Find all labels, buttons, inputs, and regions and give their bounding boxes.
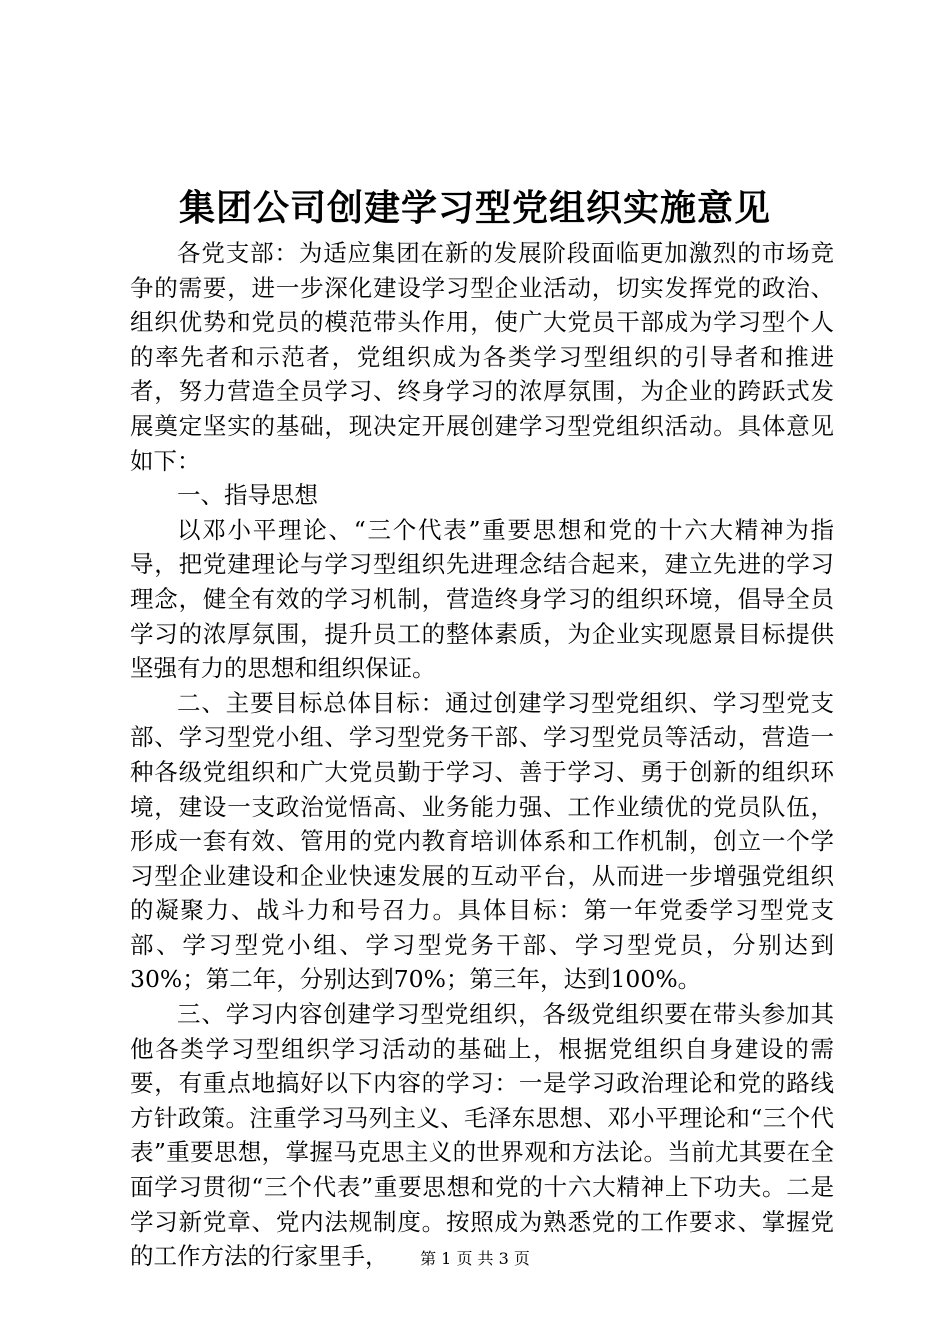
- paragraph-study-content: 三、学习内容创建学习型党组织，各级党组织要在带头参加其他各类学习型组织学习活动的基础上，根据党组织自身建设的需要，有重点地搞好以下内容的学习：一是学习政治理论和党的路线方针政策。注重学习马列主义、毛泽东思想、邓小平理论和“三个代表”重要思想，掌握马克思主义的世界观和方法论。当前尤其要在全面学习贯彻“三个代表”重要思想和党的十六大精神上下功夫。二是学习新党章、党内法规制度。按照成为熟悉党的工作要求、掌握党的工作方法的行家里手，: [130, 1000, 834, 1271]
- page-number-footer: 第 1 页 共 3 页: [420, 1249, 530, 1268]
- paragraph-intro: 各党支部：为适应集团在新的发展阶段面临更加激烈的市场竞争的需要，进一步深化建设学习型企业活动，切实发挥党的政治、组织优势和党员的模范带头作用，使广大党员干部成为学习型个人的率先者和示范者，党组织成为各类学习型组织的引导者和推进者，努力营造全员学习、终身学习的浓厚氛围，为企业的跨跃式发展奠定坚实的基础，现决定开展创建学习型党组织活动。具体意见如下：: [130, 239, 834, 475]
- section-heading-guiding-ideology: 一、指导思想: [177, 481, 318, 510]
- paragraph-main-goals: 二、主要目标总体目标：通过创建学习型党组织、学习型党支部、学习型党小组、学习型党务干部、学习型党员等活动，营造一种各级党组织和广大党员勤于学习、善于学习、勇于创新的组织环境，建设一支政治觉悟高、业务能力强、工作业绩优的党员队伍，形成一套有效、管用的党内教育培训体系和工作机制，创立一个学习型企业建设和企业快速发展的互动平台，从而进一步增强党组织的凝聚力、战斗力和号召力。具体目标：第一年党委学习型党支部、学习型党小组、学习型党务干部、学习型党员，分别达到30%；第二年，分别达到70%；第三年，达到100%。: [130, 688, 834, 994]
- document-body: [130, 236, 834, 1274]
- document-title: 集团公司创建学习型党组织实施意见: [178, 187, 771, 229]
- paragraph-guiding-ideology: 以邓小平理论、“三个代表”重要思想和党的十六大精神为指导，把党建理论与学习型组织先进理念结合起来，建立先进的学习理念，健全有效的学习机制，营造终身学习的组织环境，倡导全员学习的浓厚氛围，提升员工的整体素质，为企业实现愿景目标提供坚强有力的思想和组织保证。: [130, 515, 834, 683]
